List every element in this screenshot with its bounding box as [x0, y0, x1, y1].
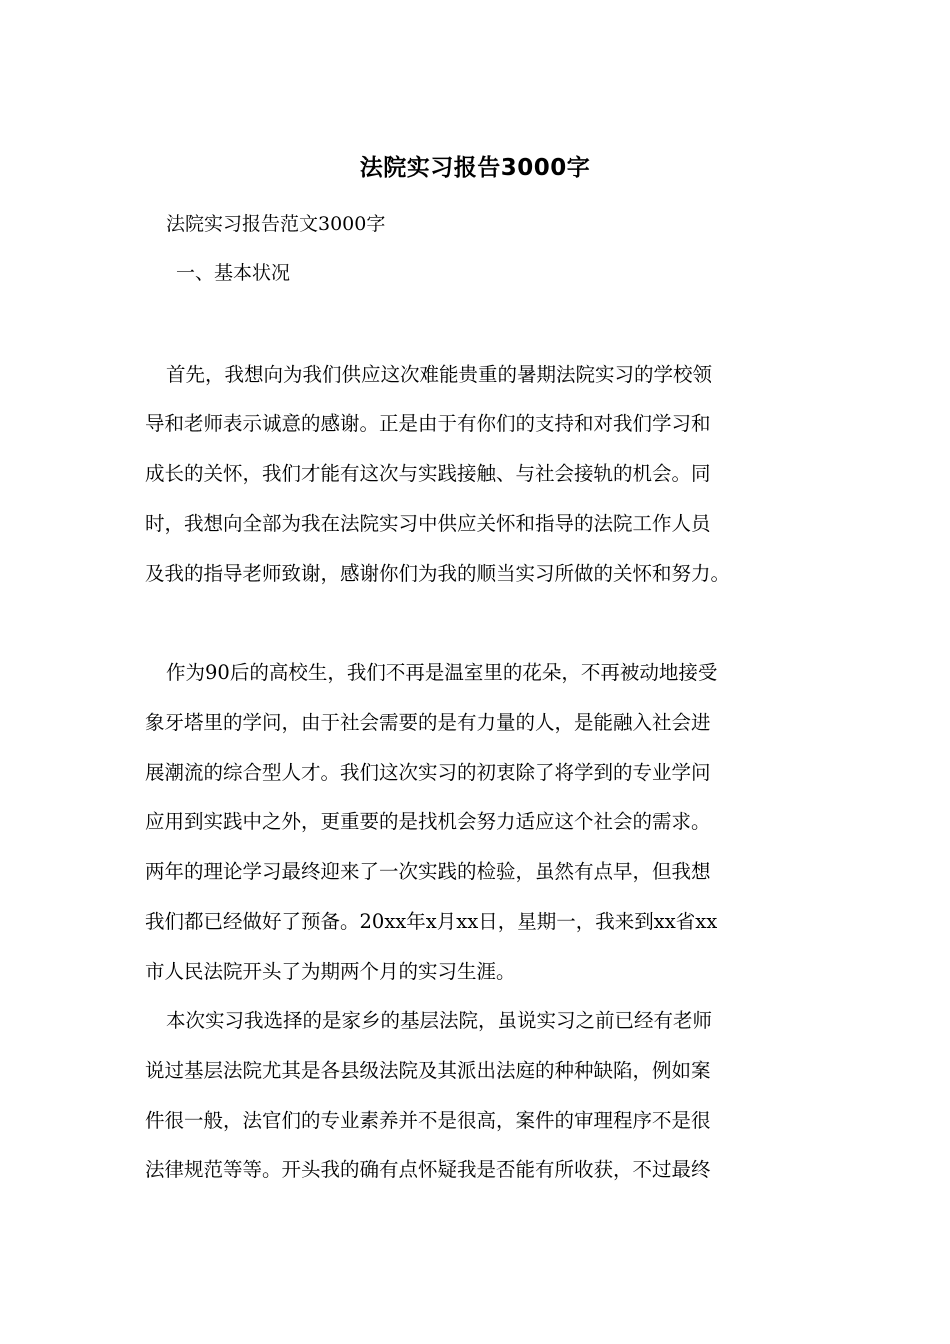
- paragraph-3-line-3: 件很一般，法官们的专业素养并不是很高，案件的审理程序不是很: [145, 1109, 711, 1132]
- document-subtitle: 法院实习报告范文3000字: [166, 213, 386, 235]
- paragraph-2-line-3: 展潮流的综合型人才。我们这次实习的初衷除了将学到的专业学问: [145, 761, 711, 784]
- paragraph-1-line-5: 及我的指导老师致谢，感谢你们为我的顺当实习所做的关怀和努力。: [145, 562, 731, 585]
- paragraph-2-line-4: 应用到实践中之外，更重要的是找机会努力适应这个社会的需求。: [145, 810, 711, 833]
- paragraph-1-line-4: 时，我想向全部为我在法院实习中供应关怀和指导的法院工作人员: [145, 512, 711, 535]
- document-title: 法院实习报告3000字: [359, 155, 591, 181]
- paragraph-1-line-3: 成长的关怀，我们才能有这次与实践接触、与社会接轨的机会。同: [145, 462, 711, 485]
- paragraph-2-line-5: 两年的理论学习最终迎来了一次实践的检验，虽然有点早，但我想: [145, 860, 711, 883]
- paragraph-2-line-1: 作为90后的高校生，我们不再是温室里的花朵，不再被动地接受: [166, 661, 718, 684]
- paragraph-2-line-7: 市人民法院开头了为期两个月的实习生涯。: [145, 960, 516, 983]
- paragraph-3-line-4: 法律规范等等。开头我的确有点怀疑我是否能有所收获，不过最终: [145, 1158, 711, 1181]
- section-heading-basic-situation: 一、基本状况: [176, 262, 291, 284]
- paragraph-3-line-2: 说过基层法院尤其是各县级法院及其派出法庭的种种缺陷，例如案: [145, 1059, 711, 1082]
- paragraph-2-line-2: 象牙塔里的学问，由于社会需要的是有力量的人，是能融入社会进: [145, 711, 711, 734]
- paragraph-1-line-1: 首先，我想向为我们供应这次难能贵重的暑期法院实习的学校领: [166, 363, 713, 386]
- paragraph-1-line-2: 导和老师表示诚意的感谢。正是由于有你们的支持和对我们学习和: [145, 412, 711, 435]
- paragraph-2-line-6: 我们都已经做好了预备。20xx年x月xx日，星期一，我来到xx省xx: [145, 910, 718, 933]
- paragraph-3-line-1: 本次实习我选择的是家乡的基层法院，虽说实习之前已经有老师: [166, 1009, 713, 1032]
